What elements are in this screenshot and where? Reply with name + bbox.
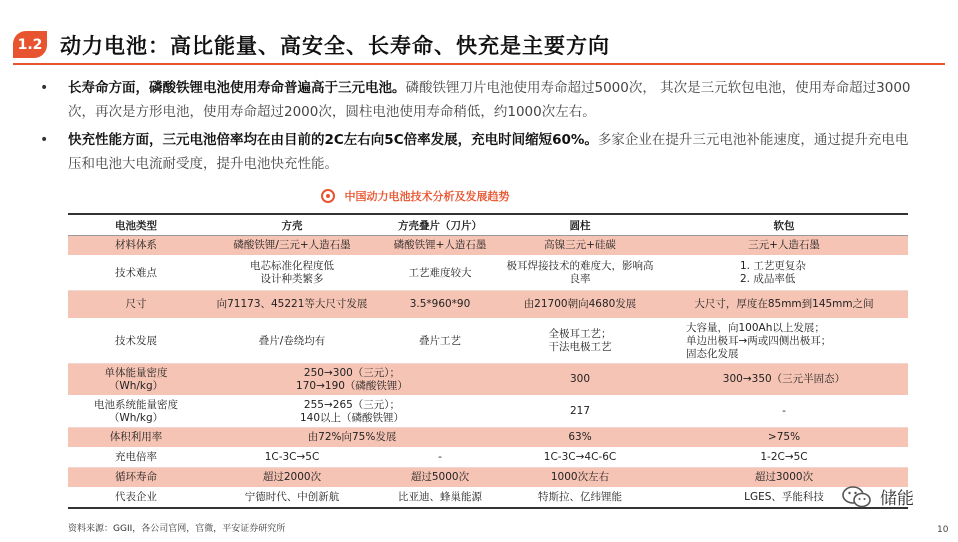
bullet-bold-text: 长寿命方面，磷酸铁锂电池使用寿命普遍高于三元电池。 [68,80,406,96]
row-label: 循环寿命 [68,468,204,488]
page-number: 10 [937,525,949,535]
cell-line: 极耳焊接技术的难度大，影响高 [506,260,654,272]
bullet-list [40,76,920,180]
table-row [68,319,908,364]
row-label: 材料体系 [68,236,204,256]
table-cell [500,256,660,291]
cell-line: 电芯标准化程度低 [250,260,334,272]
table-caption [0,188,830,204]
table-cell: 1C-3C→5C [204,448,380,468]
bullet-item [40,76,920,124]
table-cell [660,256,908,291]
table-cell [204,256,380,291]
table-cell: 三元+人造石墨 [660,236,908,256]
table-cell: 叠片/卷绕均有 [204,319,380,364]
cell-line: 良率 [569,273,591,285]
table-cell [660,319,908,364]
table-row [68,291,908,319]
column-header: 方壳叠片（刀片） [380,214,500,236]
row-label: 充电倍率 [68,448,204,468]
target-icon [321,189,335,203]
wechat-icon [842,485,872,509]
cell-line: 2. 成品率低 [740,273,796,285]
row-label: 代表企业 [68,488,204,508]
table-cell: - [660,396,908,428]
cell-line: （Wh/kg） [108,411,164,424]
table-cell: 超过5000次 [380,468,500,488]
header [0,0,958,70]
cell-line: 单体能量密度 [104,366,168,379]
cell-line: 固态化发展 [686,347,739,360]
table-cell: 300→350（三元半固态） [660,364,908,396]
bullet-dot-icon: • [40,132,49,148]
table-row [68,448,908,468]
cell-line: 设计种类繁多 [260,273,324,285]
cell-line: 大容量，向100Ah以上发展； [686,321,825,334]
cell-line: 250→300（三元）； [303,366,401,379]
cell-line: 电池系统能量密度 [94,398,178,411]
table-row [68,364,908,396]
row-label: 体积利用率 [68,428,204,448]
table-caption-text: 中国动力电池技术分析及发展趋势 [344,190,510,203]
cell-line: 170→190（磷酸铁锂） [296,379,408,392]
cell-line: 单边出极耳→两或四侧出极耳； [686,334,832,347]
table-cell: 1000次左右 [500,468,660,488]
table-row [68,256,908,291]
bullet-dot-icon: • [40,80,49,96]
table-cell [204,396,500,428]
cell-line: 255→265（三元）； [303,398,401,411]
table-row [68,468,908,488]
table-cell: 比亚迪、蜂巢能源 [380,488,500,508]
bullet-text: 磷酸铁锂刀片电池使用寿命超过5000次， 其次是三元软包电池，使用寿命超过3000次，再次是方形电池，使用寿命超过2000次，圆柱电池使用寿命稍低，约1000次左右。 [68,80,911,120]
table-cell: 1-2C→5C [660,448,908,468]
table-cell: 向71173、45221等大尺寸发展 [204,291,380,319]
table-cell: - [380,448,500,468]
table-cell: 300 [500,364,660,396]
column-header: 方壳 [204,214,380,236]
bullet-item [40,128,920,176]
row-label [68,396,204,428]
table-cell: 3.5*960*90 [380,291,500,319]
table-cell: 大尺寸，厚度在85mm到145mm之间 [660,291,908,319]
cell-line: 全极耳工艺； [548,328,612,340]
cell-line: （Wh/kg） [108,379,164,392]
table-cell: LGES、孚能科技 [660,488,908,508]
table-cell: >75% [660,428,908,448]
title-divider [13,63,945,65]
table-cell: 1C-3C→4C-6C [500,448,660,468]
table-cell: 超过2000次 [204,468,380,488]
table-cell: 磷酸铁锂+人造石墨 [380,236,500,256]
table-cell: 63% [500,428,660,448]
bullet-bold-text: 快充性能方面，三元电池倍率均在由目前的2C左右向5C倍率发展，充电时间缩短60%。 [68,132,598,148]
table-cell: 特斯拉、亿纬锂能 [500,488,660,508]
section-badge: 1.2 [13,31,47,58]
column-header: 电池类型 [68,214,204,236]
table-cell: 超过3000次 [660,468,908,488]
table-cell: 叠片工艺 [380,319,500,364]
table-cell [204,364,500,396]
table-header-row [68,214,908,236]
battery-tech-table [68,213,908,509]
table-row [68,396,908,428]
table-cell [500,319,660,364]
table-cell: 磷酸铁锂/三元+人造石墨 [204,236,380,256]
table-cell: 宁德时代、中创新航 [204,488,380,508]
cell-line: 干法电极工艺 [548,341,612,353]
bullet-text: 多家企业在提升三元电池补能速度，通过提升充电电压和电池大电流耐受度，提升电池快充性能。 [68,132,909,172]
column-header: 软包 [660,214,908,236]
cell-line: 1. 工艺更复杂 [740,260,806,272]
watermark-text: 储能 [880,489,914,509]
row-label: 尺寸 [68,291,204,319]
page-title: 动力电池：高比能量、高安全、长寿命、快充是主要方向 [60,34,610,58]
table-row [68,428,908,448]
table-row [68,488,908,508]
table-cell: 217 [500,396,660,428]
table-cell: 工艺难度较大 [380,256,500,291]
row-label: 技术发展 [68,319,204,364]
row-label: 技术难点 [68,256,204,291]
table-cell: 由72%向75%发展 [204,428,500,448]
table-cell: 由21700朝向4680发展 [500,291,660,319]
cell-line: 140以上（磷酸铁锂） [299,411,405,424]
row-label [68,364,204,396]
table-row [68,236,908,256]
watermark [842,484,914,509]
column-header: 圆柱 [500,214,660,236]
source-note: 资料来源：GGII，各公司官网，官微，平安证券研究所 [68,524,286,534]
table-cell: 高镍三元+硅碳 [500,236,660,256]
